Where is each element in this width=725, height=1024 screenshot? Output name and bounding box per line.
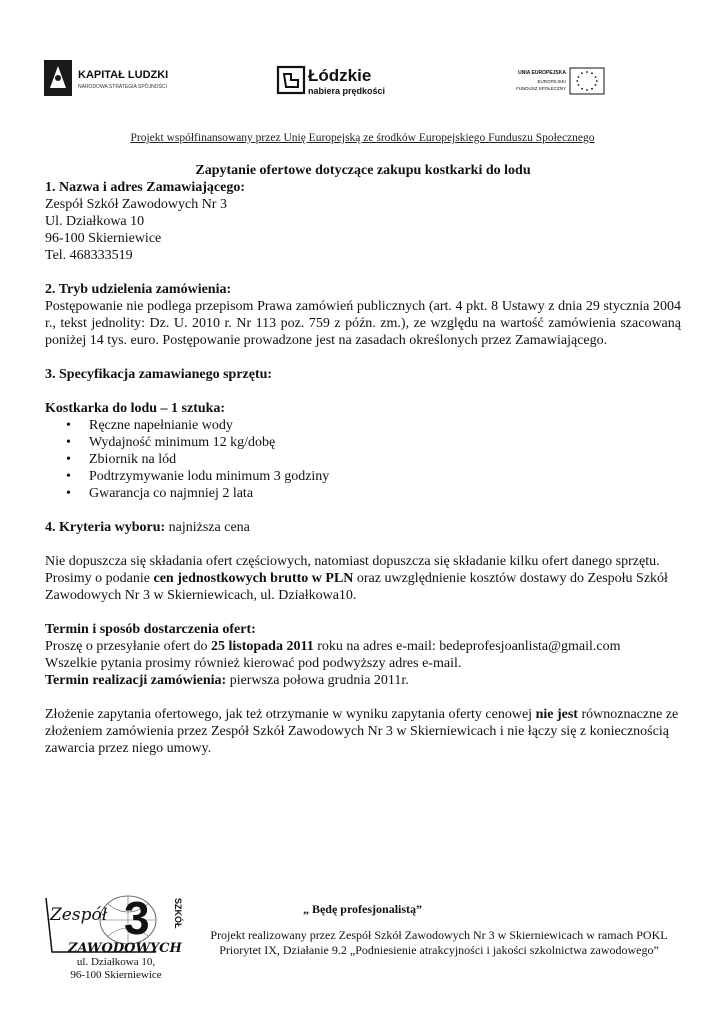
deadline-date: 25 listopada 2011 xyxy=(211,639,314,654)
eu-line3: FUNDUSZ SPOŁECZNY xyxy=(515,86,566,91)
school-logo-number: 3 xyxy=(124,892,150,944)
address-line: Tel. 468333519 xyxy=(45,248,133,263)
section4 xyxy=(45,519,681,536)
section4-value: najniższa cena xyxy=(165,520,250,535)
kapital-ludzki-title: KAPITAŁ LUDZKI xyxy=(78,69,169,81)
footer-address xyxy=(60,956,172,982)
questions-line: Wszelkie pytania prosimy również kierować pod podwyższy adres e-mail. xyxy=(45,656,462,671)
school-logo-bottom: ZAWODOWYCH xyxy=(68,941,182,956)
kapital-ludzki-subtitle: NARODOWA STRATEGIA SPÓJNOŚCI xyxy=(78,84,167,90)
closing-text-b: nie jest xyxy=(535,707,578,722)
address-line: 96-100 Skierniewice xyxy=(45,231,162,246)
section2-text: Postępowanie nie podlega przepisom Prawa zamówień publicznych (art. 4 pkt. 8 Ustawy z dnia 29 stycznia 2004 r., tekst jednolity: Dz. U. 2010 r. Nr 113 poz. 759 z późn. zm.), ze względu na wartość zamówienia szacowaną poniżej 14 tys. euro. Postępowanie prowadzone jest na zasadach określonych przez Zamawiającego. xyxy=(45,299,681,348)
realization-line xyxy=(45,672,681,689)
deadline-text-c: roku na adres e-mail: bedeprofesjoanlista@gmail.com xyxy=(313,639,621,654)
partial-offers-text: Nie dopuszcza się składania ofert częściowych, natomiast dopuszcza się składanie kilku ofert danego sprzętu. xyxy=(45,554,660,569)
footer-line1: Projekt realizowany przez Zespół Szkół Zawodowych Nr 3 w Skierniewicach w ramach POKL xyxy=(210,928,668,942)
footer-addr-line1: ul. Działkowa 10, xyxy=(76,956,156,968)
closing-paragraph xyxy=(45,706,681,757)
prices-text-b: cen jednostkowych brutto w PLN xyxy=(153,571,354,586)
prices-paragraph xyxy=(45,570,681,604)
realization-value: pierwsza połowa grudnia 2011r. xyxy=(226,673,409,688)
lodzkie-logo xyxy=(276,64,396,100)
section1-heading: 1. Nazwa i adres Zamawiającego: xyxy=(45,180,245,195)
section4-heading: 4. Kryteria wyboru: xyxy=(45,520,166,535)
document-body xyxy=(45,162,681,757)
project-funding-line: Projekt współfinansowany przez Unię Europejską ze środków Europejskiego Funduszu Społecznego xyxy=(130,132,595,144)
list-item: • Zbiornik na lód xyxy=(89,451,681,468)
list-item: • Wydajność minimum 12 kg/dobę xyxy=(89,434,681,451)
deadline-line xyxy=(45,638,681,655)
deadline-text-a: Proszę o przesyłanie ofert do xyxy=(45,639,211,654)
address-line: Ul. Działkowa 10 xyxy=(45,214,145,229)
item-heading: Kostkarka do lodu – 1 sztuka: xyxy=(45,401,226,416)
footer-line2: Priorytet IX, Działanie 9.2 „Podniesienie atrakcyjności i jakości szkolnictwa zawodowego” xyxy=(219,943,659,957)
footer-addr-line2: 96-100 Skierniewice xyxy=(70,969,162,981)
eu-line1: UNIA EUROPEJSKA xyxy=(518,70,566,76)
lodzkie-title: Łódzkie xyxy=(308,66,372,85)
document-title: Zapytanie ofertowe dotyczące zakupu kostkarki do lodu xyxy=(195,163,531,178)
closing-text-a: Złożenie zapytania ofertowego, jak też otrzymanie w wyniku zapytania oferty cenowej xyxy=(45,707,536,722)
lodzkie-subtitle: nabiera prędkości xyxy=(308,86,386,96)
kapital-ludzki-logo xyxy=(42,58,182,98)
school-logo xyxy=(38,890,186,962)
closing-text-c: równoznaczne ze złożeniem zamówienia przez Zespół Szkół Zawodowych Nr 3 w Skierniewicach i nie łączy się z koniecznością zawarcia przez niego umowy. xyxy=(45,707,679,756)
address-line: Zespół Szkół Zawodowych Nr 3 xyxy=(45,197,227,212)
spec-list xyxy=(45,417,681,502)
footer-motto: „ Będę profesjonalistą” xyxy=(302,902,423,916)
school-logo-top: Zespół xyxy=(50,905,108,925)
eu-social-fund-logo xyxy=(508,66,608,98)
school-logo-side: SZKÓŁ xyxy=(173,898,183,929)
section2-heading: 2. Tryb udzielenia zamówienia: xyxy=(45,282,232,297)
prices-text-c: oraz uwzględnienie kosztów dostawy do Zespołu Szkół Zawodowych Nr 3 w Skierniewicach, ul. Działkowa10. xyxy=(45,571,668,603)
prices-text-a: Prosimy o podanie xyxy=(45,571,154,586)
deadline-heading: Termin i sposób dostarczenia ofert: xyxy=(45,622,256,637)
eu-line2: EUROPEJSKI xyxy=(537,79,566,84)
list-item: • Gwarancja co najmniej 2 lata xyxy=(89,485,681,502)
list-item: • Podtrzymywanie lodu minimum 3 godziny xyxy=(89,468,681,485)
section3-heading: 3. Specyfikacja zamawianego sprzętu: xyxy=(45,367,273,382)
realization-label: Termin realizacji zamówienia: xyxy=(45,673,227,688)
footer-project-info xyxy=(200,928,678,958)
list-item: • Ręczne napełnianie wody xyxy=(89,417,681,434)
